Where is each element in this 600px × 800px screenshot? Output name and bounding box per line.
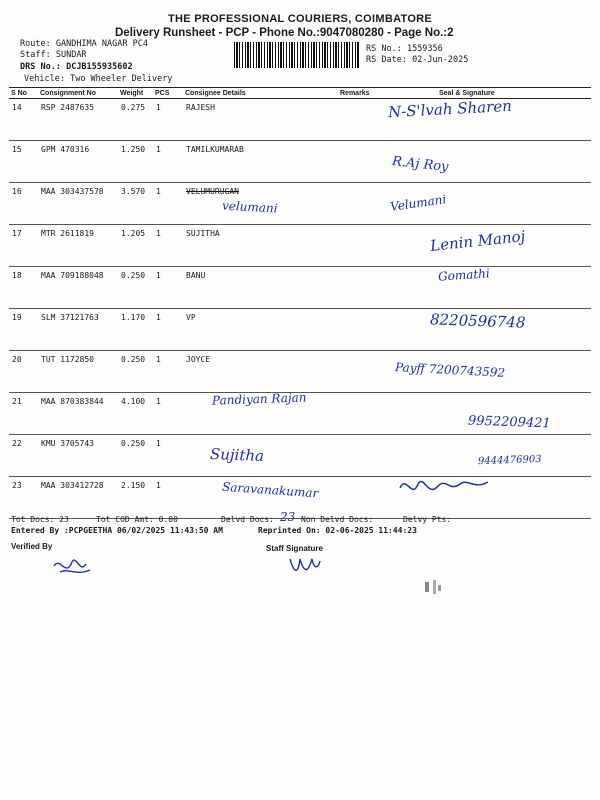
cell-remarks (338, 477, 381, 519)
staff-label: Staff: (20, 50, 51, 60)
cell-consignment: GPM 470316 (38, 141, 118, 183)
rs-no-line (366, 44, 443, 54)
cell-consignee: JOYCE (183, 351, 338, 393)
cell-pcs: 1 (153, 267, 183, 309)
rs-date-line (366, 55, 468, 65)
entered-by: Entered By :PCPGEETHA 06/02/2025 11:43:50 AM (11, 526, 223, 535)
cell-remarks (338, 309, 381, 351)
rs-no-value: 1559356 (406, 44, 443, 54)
delvd-docs-handwritten: 23 (280, 510, 296, 524)
cell-sno: 21 (9, 393, 38, 435)
rs-no-label: RS No.: (366, 44, 402, 54)
reprinted-on: Reprinted On: 02-06-2025 11:44:23 (258, 526, 417, 535)
cell-consignment: TUT 1172850 (38, 351, 118, 393)
drs-label: DRS No.: (20, 62, 61, 72)
handwritten-consignee-name: Pandiyan Rajan (211, 390, 307, 408)
drs-line (20, 62, 133, 72)
tot-cod: Tot COD Amt: 0.00 (96, 515, 178, 524)
cell-pcs: 1 (153, 225, 183, 267)
col-consignment: Consignment No (38, 88, 118, 99)
handwritten-signature: 9444476903 (477, 453, 542, 468)
cell-pcs: 1 (153, 99, 183, 141)
cell-weight: 0.250 (118, 435, 153, 477)
cell-pcs: 1 (153, 435, 183, 477)
company-name: THE PROFESSIONAL COURIERS, COIMBATORE (167, 13, 433, 25)
verified-by-label: Verified By (11, 542, 53, 551)
cell-weight: 4.100 (118, 393, 153, 435)
cell-weight: 0.250 (118, 351, 153, 393)
handwritten-consignee-name: Saravanakumar (221, 479, 319, 501)
delvd-docs: Delvd Docs: (221, 515, 274, 524)
handwritten-signature: N-S'lvah Sharen (387, 96, 513, 122)
cell-remarks (338, 393, 381, 435)
cell-consignment: MAA 870383844 (38, 393, 118, 435)
rs-date-label: RS Date: (366, 55, 407, 65)
cell-consignee: TAMILKUMARAB (183, 141, 338, 183)
cell-pcs: 1 (153, 477, 183, 519)
delvy-pts: Delvy Pts: (403, 515, 452, 524)
barcode (234, 42, 360, 68)
staff-value: SUNDAR (55, 50, 87, 60)
handwritten-signature: Lenin Manoj (429, 227, 527, 255)
rs-date-value: 02-Jun-2025 (412, 55, 469, 65)
route-line (20, 39, 148, 49)
cell-consignment: MAA 303412728 (38, 477, 118, 519)
cell-sno: 22 (9, 435, 38, 477)
cell-sno: 19 (9, 309, 38, 351)
cell-sno: 20 (9, 351, 38, 393)
col-remarks: Remarks (338, 88, 381, 99)
cell-consignment: MTR 2611819 (38, 225, 118, 267)
cell-weight: 1.170 (118, 309, 153, 351)
staff-signature (286, 553, 324, 577)
handwritten-signature: Velumani (389, 192, 448, 214)
cell-consignment: RSP 2487635 (38, 99, 118, 141)
tot-docs: Tot Docs: 23 (11, 515, 69, 524)
staff-line (20, 50, 87, 60)
cell-consignee: VELUMURUGAN (183, 183, 338, 225)
runsheet-title: Delivery Runsheet - PCP - Phone No.:9047080280 - Page No.:2 (115, 27, 454, 39)
col-weight: Weight (118, 88, 153, 99)
col-signature: Seal & Signature (381, 88, 591, 99)
non-delvd-docs: Non Delvd Docs: (301, 515, 374, 524)
drs-value: DCJB155935602 (66, 62, 133, 72)
vehicle-label: Vehicle: (24, 74, 65, 84)
vehicle-line (24, 74, 172, 84)
verified-signature (50, 552, 95, 580)
cell-remarks (338, 99, 381, 141)
cell-weight: 1.205 (118, 225, 153, 267)
cell-pcs: 1 (153, 351, 183, 393)
cell-sno: 18 (9, 267, 38, 309)
cell-pcs: 1 (153, 393, 183, 435)
cell-sno: 16 (9, 183, 38, 225)
cell-remarks (338, 435, 381, 477)
cell-consignee: RAJESH (183, 99, 338, 141)
cell-pcs: 1 (153, 309, 183, 351)
cell-remarks (338, 183, 381, 225)
cell-remarks (338, 141, 381, 183)
cell-sno: 17 (9, 225, 38, 267)
table-row (9, 141, 591, 183)
handwritten-signature: R.Aj Roy (391, 154, 450, 175)
handwritten-signature: Gomathi (437, 266, 491, 284)
cell-weight: 3.570 (118, 183, 153, 225)
cell-consignee: BANU (183, 267, 338, 309)
staff-signature-label: Staff Signature (266, 544, 323, 553)
route-label: Route: (20, 39, 51, 49)
stamp-smudge (422, 577, 444, 599)
signature-scribble (398, 474, 498, 504)
handwritten-signature: 8220596748 (429, 310, 526, 332)
cell-consignee: SUJITHA (183, 225, 338, 267)
cell-weight: 2.150 (118, 477, 153, 519)
cell-remarks (338, 351, 381, 393)
cell-pcs: 1 (153, 141, 183, 183)
cell-remarks (338, 267, 381, 309)
handwritten-signature: Payff 7200743592 (394, 360, 506, 380)
cell-weight: 1.250 (118, 141, 153, 183)
cell-consignment: SLM 37121763 (38, 309, 118, 351)
handwritten-signature: 9952209421 (467, 413, 551, 432)
cell-pcs: 1 (153, 183, 183, 225)
route-value: GANDHIMA NAGAR PC4 (55, 39, 148, 49)
handwritten-consignee-name: velumani (221, 198, 278, 216)
table-row (9, 267, 591, 309)
cell-consignment: MAA 709188048 (38, 267, 118, 309)
col-sno: S No (9, 88, 38, 99)
col-consignee: Consignee Details (183, 88, 338, 99)
col-pcs: PCS (153, 88, 183, 99)
cell-sno: 14 (9, 99, 38, 141)
cell-consignee: VP (183, 309, 338, 351)
table-row (9, 183, 591, 225)
cell-sno: 15 (9, 141, 38, 183)
cell-weight: 0.275 (118, 99, 153, 141)
cell-consignment: MAA 303437578 (38, 183, 118, 225)
cell-weight: 0.250 (118, 267, 153, 309)
handwritten-consignee-name: Sujitha (209, 445, 265, 465)
vehicle-value: Two Wheeler Delivery (70, 74, 173, 84)
cell-remarks (338, 225, 381, 267)
cell-sno: 23 (9, 477, 38, 519)
cell-consignment: KMU 3705743 (38, 435, 118, 477)
